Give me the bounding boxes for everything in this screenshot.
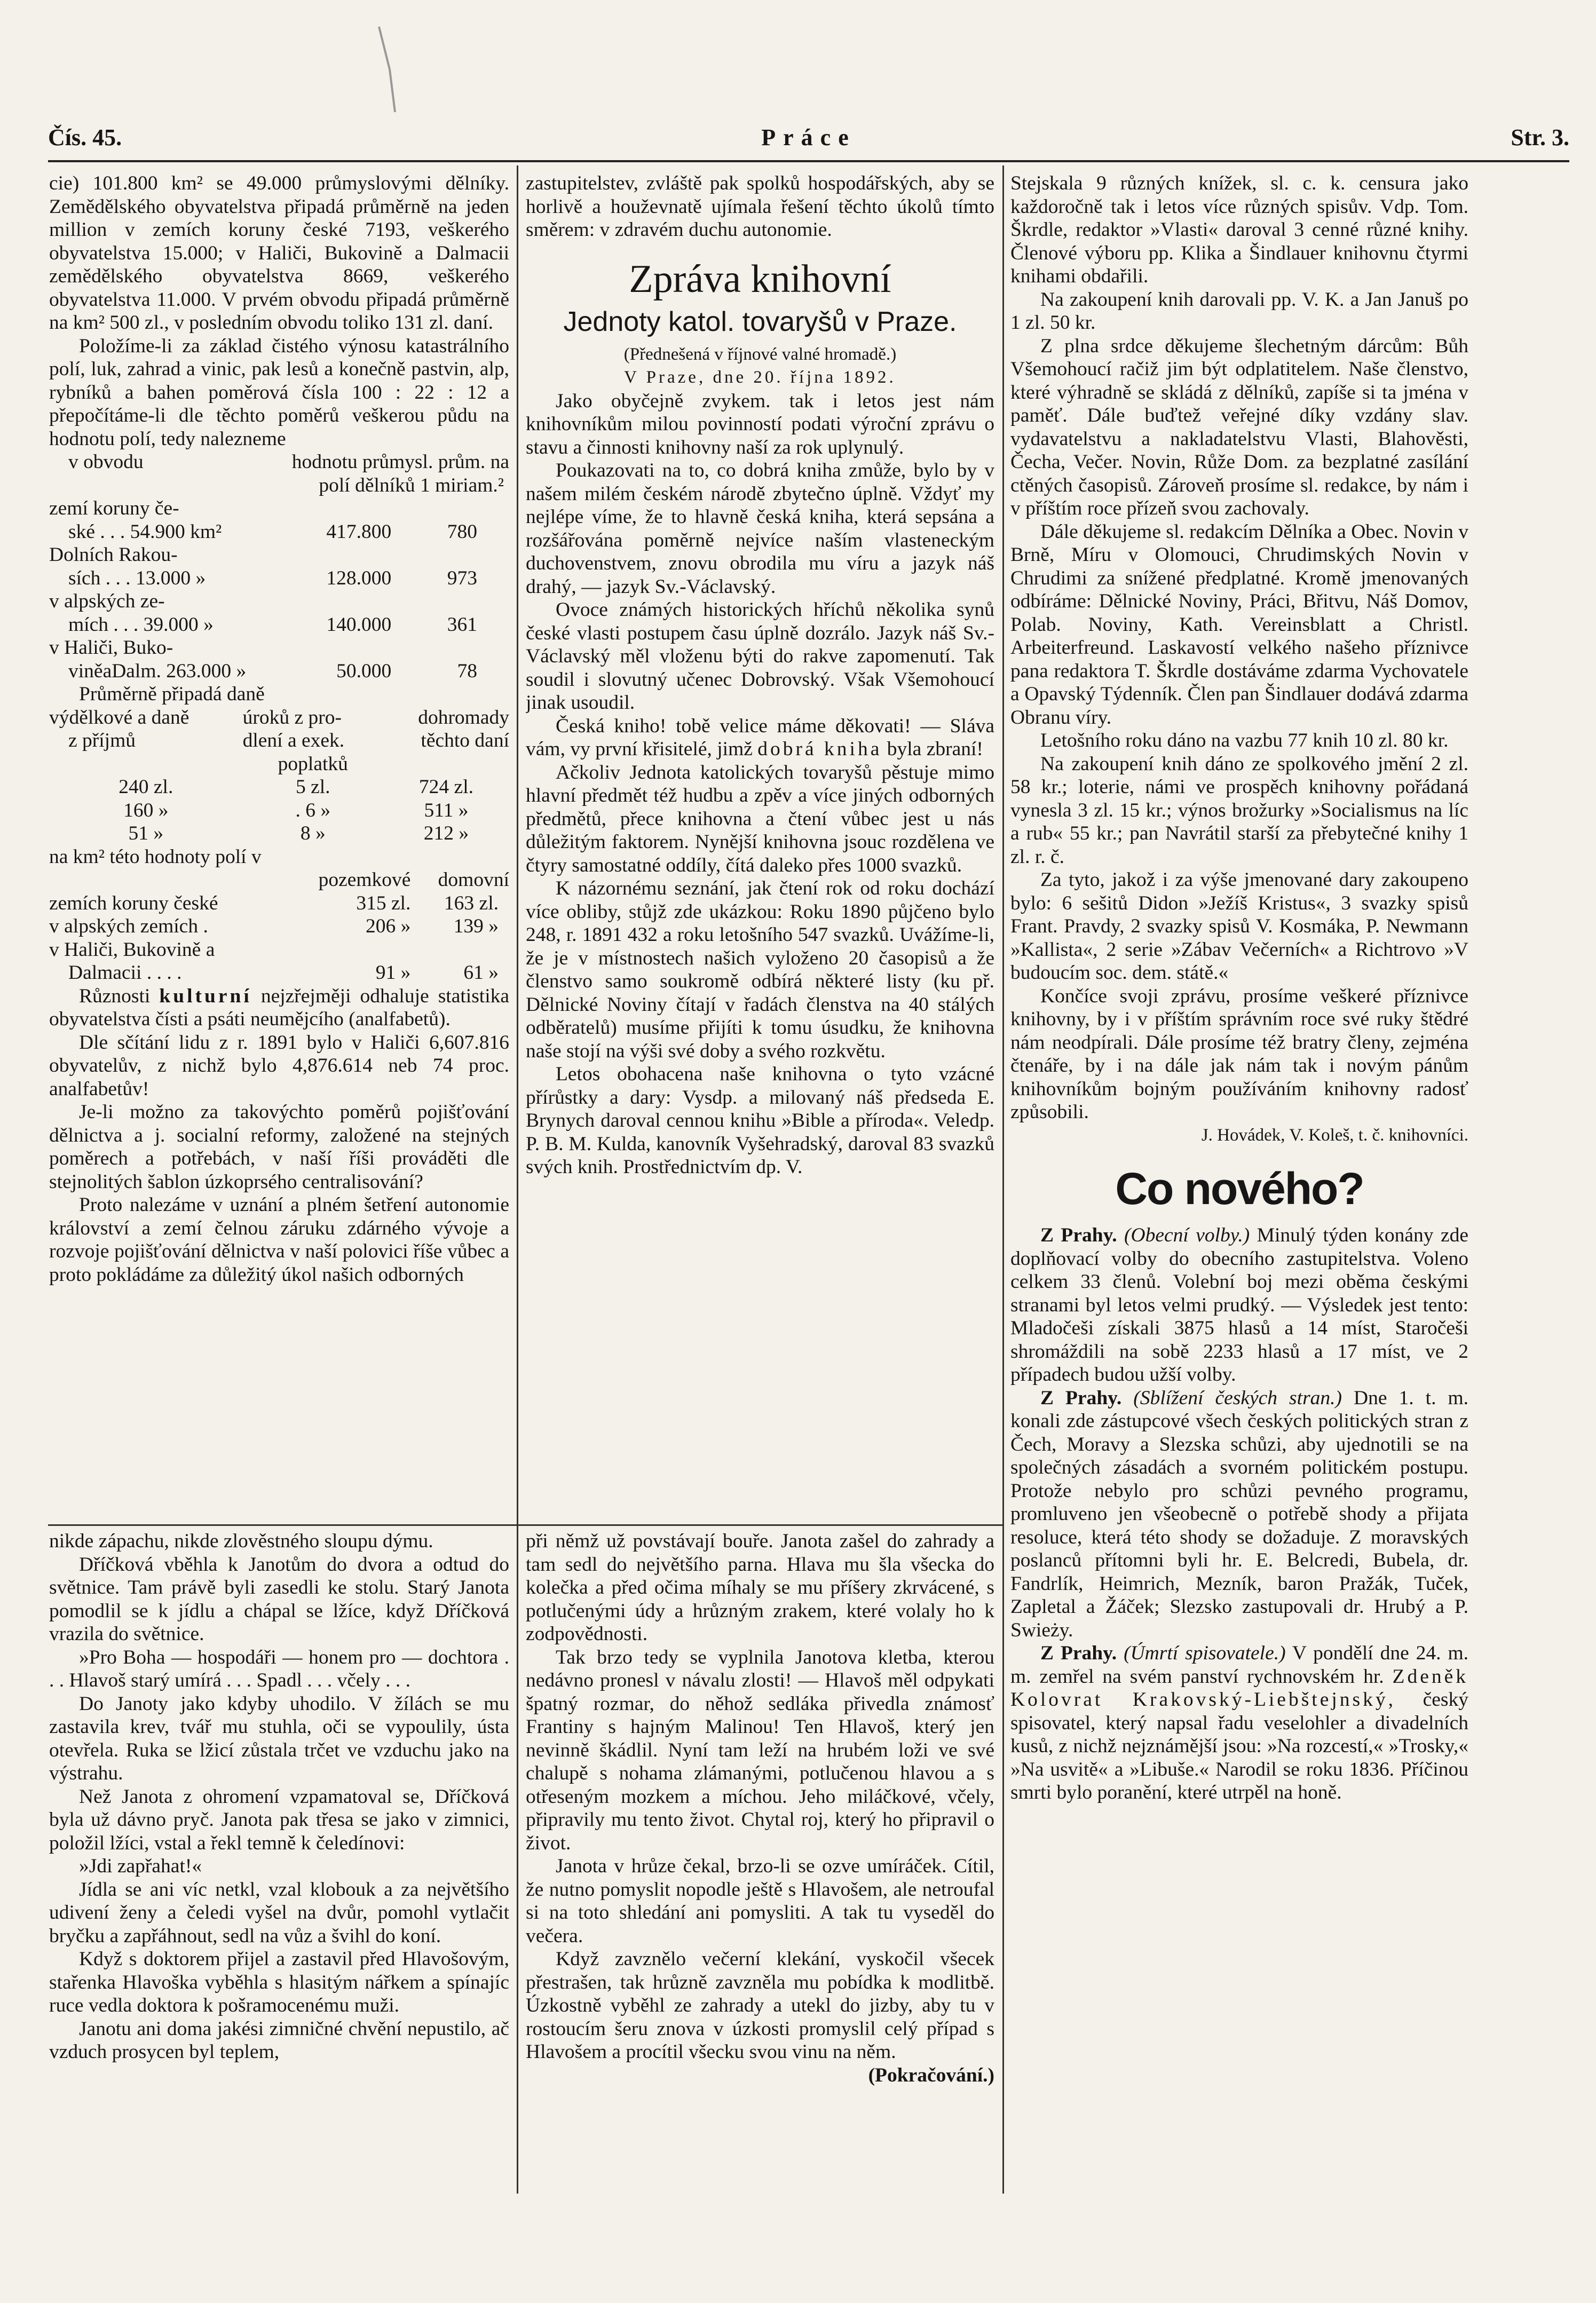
paragraph: cie) 101.800 km² se 49.000 průmyslovými dělníky. Zemědělského obyvatelstva připadá průměrně na jeden million v zemích koruny české 7193, veškerého obyvatelstva 15.000; v Haliči, Bukovině a Dalmacii zemědělského obyvatelstva 8669, veškerého obyvatelstva 11.000. V prvém obvodu připadá průměrně na km² 500 zl., v posledním obvodu toliko 131 zl. daní.	[49, 172, 509, 334]
table-cell: 206 »	[366, 915, 411, 937]
paragraph: Poukazovati na to, co dobrá kniha zmůže, bylo by v našem milém českém národě zbytečno úplně. Vždyť my nejlépe víme, že to hlavně česká kniha, která sepsána a rozšářována poměrně nejvíce naším vlasteneckým duchovenstvem, znovu obrodila mu víru a jazyk náš drahý, — jazyk Sv.-Václavský.	[526, 460, 994, 598]
table-cell: . 6 »	[295, 799, 331, 821]
paragraph: Ovoce známých historických hříchů několika synů české vlasti postupem času úplně dozrálo. Jazyk náš Sv.-Václavský měl vloženu býti do rakve zapomenutí. Tak soudil i slovutný učenec Dobrovský. Však Všemohoucí jinak usoudil.	[526, 599, 994, 714]
paragraph: Dále děkujeme sl. redakcím Dělníka a Obec. Novin v Brně, Míru v Olomouci, Chrudimských Novin v Chrudimi za snížené předplatné. Kromě jmenovaných odbíráme: Dělnické Noviny, Práci, Břitvu, Náš Domov, Polab. Noviny, Kath. Vereinsblatt a Christl. Arbeiterfreund. Laskavostí velkého našeho příznivce pana redaktora T. Škrdle dostáváme zdarma Vychovatele a Opavský Týdenník. Člen pan Šindlauer dodává zdarma Obranu víry.	[1010, 520, 1468, 729]
paragraph: Když s doktorem přijel a zastavil před Hlavošovým, stařenka Hlavoška vyběhla s hlasitým nářkem a spínajíc ruce vedla doktora k pošramocenému muži.	[49, 1948, 509, 2016]
news-place: Z Prahy.	[1040, 1387, 1122, 1409]
table-header: domovní	[438, 869, 509, 891]
table-row-label: zemí koruny če-	[49, 497, 179, 519]
table-title: Průměrně připadá daně	[79, 683, 265, 705]
table-cell: 140.000	[326, 613, 392, 636]
spaced-word: dobrá kniha	[757, 738, 882, 760]
paragraph	[49, 985, 509, 1031]
table-header: v obvodu	[68, 451, 144, 473]
table-row-label: Dolních Rakou-	[49, 544, 178, 566]
table-cell: 361	[447, 613, 477, 636]
page-number: Str. 3.	[1511, 124, 1569, 151]
table-cell	[410, 938, 509, 962]
table-cell: 212 »	[423, 822, 469, 844]
table-header: hodnotu průmysl. prům. na	[291, 451, 509, 473]
table-cell: 91 »	[375, 962, 411, 984]
table-header: úroků z pro-	[242, 706, 342, 729]
table-header: dohromady	[418, 706, 509, 729]
text-run: Různosti	[79, 985, 151, 1007]
paragraph: Než Janota z ohromení vzpamatoval se, Dříčková byla už dávno pryč. Janota pak třesa se jako v zimnici, položil lžíci, vstal a řekl temně k čeledínovi:	[49, 1785, 509, 1854]
article-note: (Přednešená v říjnové valné hromadě.)	[623, 344, 897, 364]
paragraph: Položíme-li za základ čistého výnosu katastrálního polí, luk, zahrad a vinic, pak lesů a konečně pastvin, alp, rybníků a bahen poměrová čísla 100 : 22 : 12 a přepočítáme-li dle těchto poměrů veškerou půdu na hodnotu polí, tedy nalezneme	[49, 335, 509, 450]
table-cell: 78	[457, 660, 477, 682]
section-heading: Co nového?	[1115, 1164, 1364, 1214]
table-header: výdělkové a daně	[49, 706, 189, 729]
paragraph: Dle sčítání lidu z r. 1891 bylo v Haliči 6,607.816 obyvatelův, z nichž bylo 4,876.614 neb 74 proc. analfabetův!	[49, 1031, 509, 1100]
spaced-name: Zdeněk Kolovrat Krakovský-Liebštejnský,	[1010, 1665, 1468, 1711]
table-row-label: v alpských zemích .	[49, 915, 208, 937]
table-cell: 8 »	[300, 822, 326, 844]
article-date: V Praze, dne 20. října 1892.	[624, 368, 896, 387]
news-text: V pondělí dne 24. m. m. zemřel na svém panství rychnovském hr.	[1010, 1642, 1468, 1688]
header-rule	[48, 160, 1569, 162]
page-header	[48, 124, 1569, 152]
table-cell: mích . . . 39.000 »	[68, 613, 214, 636]
feuilleton-column-1	[49, 1530, 509, 2197]
table-cell: 240 zl.	[118, 776, 173, 798]
paragraph: Letos obohacena naše knihovna o tyto vzácné přírůstky a dary: Vysdp. a milovaný náš předseda E. Brynych daroval cennou knihu »Bible a příroda«. Veledp. P. B. M. Kulda, kanovník Vyšehradský, daroval 83 svazků svých knih. Prostřednictvím dp. V.	[526, 1063, 994, 1178]
table-cell: ské . . . 54.900 km²	[68, 520, 222, 543]
table-cell: 160 »	[123, 799, 169, 821]
paragraph: při němž už povstávají bouře. Janota zašel do zahrady a tam sedl do největšího parna. Hlava mu šla všecka do kolečka a před očima míhaly se mu příšery zkrvácené, s potlučenými údy a hrůzným zrakem, které volaly ho k zodpovědnosti.	[526, 1530, 994, 1645]
table-row-label: Dalmacii . . . .	[68, 962, 182, 984]
column-divider	[1002, 165, 1004, 2194]
table-taxes	[49, 706, 509, 845]
paragraph: Za tyto, jakož i za výše jmenované dary zakoupeno bylo: 6 sešitů Didon »Ježíš Kristus«, 3 svazky spisů Frant. Pravdy, 2 svazky spisů V. Kosmáka, P. Newmann »Kallista«, 2 serie »Zábav Večerních« a Richtrovo »V budoucím soc. dem. státě.«	[1010, 869, 1468, 984]
table-header: dlení a exek.	[242, 730, 345, 751]
news-text: Minulý týden konány zde doplňovací volby do obecního zastupitelstva. Voleno celkem 33 členů. Volební boj mezi oběma českými stranami byl letos velmi prudký. — Výsledek jest tento: Mladočeši získali 3875 hlasů a 14 míst, Staročeši shromáždili na sobě 2233 hlasů a 17 míst, ve 2 případech budou užší volby.	[1010, 1224, 1468, 1386]
table-cell: 315 zl.	[356, 892, 411, 914]
news-place: Z Prahy.	[1040, 1642, 1117, 1664]
paragraph: Na zakoupení knih dáno ze spolkového jmění 2 zl. 58 kr.; loterie, námi ve prospěch knihovny pořádaná vynesla 3 zl. 15 kr.; výnos brožurky »Socialismus na líc a rub« 55 kr.; pan Navrátil starší za přebytečné knihy 1 zl. r. č.	[1010, 753, 1468, 868]
continuation-note: (Pokračování.)	[868, 2064, 994, 2086]
spaced-word: kulturní	[159, 985, 252, 1007]
paragraph: »Pro Boha — hospodáři — honem pro — dochtora . . . Hlavoš starý umírá . . . Spadl . . . včely . . .	[49, 1646, 509, 1691]
paragraph: K názornému seznání, jak čtení rok od roku dochází více obliby, stůjž zde ukázkou: Roku 1890 půjčeno bylo 248, r. 1891 432 a roku letošního 547 svazků. Uvážíme-li, že je v místnostech našich vyloženo 20 časopisů a že členstvo samo soukromě odbírá některé listy (ku př. Dělnické Noviny čítají v řadách členstva na 40 stálých odběratelů) musíme přijíti k tomu úsudku, že knihovna naše stojí na výši své doby a svého rozkvětu.	[526, 877, 994, 1062]
table-cell: sích . . . 13.000 »	[68, 567, 206, 589]
news-item	[1010, 1642, 1468, 1805]
news-item	[1010, 1387, 1468, 1642]
paragraph: Jídla se ani víc netkl, vzal klobouk a za největšího udivení ženy a čeledi vyšel na dvůr, pomohl vytlačit bryčku a zapřáhnout, sedl na vůz a švihl do koní.	[49, 1878, 509, 1947]
paragraph: Jako obyčejně zvykem. tak i letos jest nám knihovníkům milou povinností podati výroční zprávu o stavu a činnosti knihovny naší za rok uplynulý.	[526, 390, 994, 458]
paragraph: Letošního roku dáno na vazbu 77 knih 10 zl. 80 kr.	[1040, 730, 1449, 751]
table-cell: 61 »	[463, 962, 499, 984]
paragraph: Do Janoty jako kdyby uhodilo. V žílách se mu zastavila krev, tvář mu stuhla, oči se vypoulily, ústa otevřela. Ruka se lžicí zůstala trčet ve vzduchu jako na výstrahu.	[49, 1692, 509, 1784]
paragraph: Z plna srdce děkujeme šlechetným dárcům: Bůh Všemohoucí račiž jim být odplatitelem. Naše členstvo, které výhradně se skládá z dělníků, zapíše si ta jména v paměť. Dále buďtež veřejné díky vzdány slav. vydavatelstvu a nakladatelstvu Vlasti, Blahověsti, Čecha, Večer. Novin, Růže Dom. za bezplatné zasílání ctěných časopisů. Zároveň prosíme sl. redakce, by nám i v příštím roce přízeň svou zachovaly.	[1010, 335, 1468, 519]
table-header: poplatků	[278, 753, 348, 775]
text-run: nejzřejměji odhaluje statistika obyvatelstva čísti a psáti neumějcího (analfabetů).	[49, 985, 509, 1030]
table-cell: 511 »	[424, 799, 469, 821]
paragraph: »Jdi zapřahat!«	[79, 1855, 202, 1877]
news-topic: (Úmrtí spisovatele.)	[1124, 1642, 1286, 1664]
pencil-mark	[374, 21, 406, 117]
paragraph: zastupitelstev, zvláště pak spolků hospodářských, aby se horlivě a houževnatě ujímala řešení těchto úkolů tímto směrem: v zdravém duchu autonomie.	[526, 172, 994, 241]
signature: J. Hovádek, V. Koleš, t. č. knihovníci.	[1201, 1125, 1468, 1145]
paragraph: Janota v hrůze čekal, brzo-li se ozve umíráček. Cítil, že nutno pomyslit nopodle ještě s Hlavošem, ale netroufal si na toto shledání ani pomysliti. A tak tu vyseděl do večera.	[526, 1855, 994, 1947]
table-header: polí dělníků 1 miriam.²	[319, 474, 504, 496]
paragraph: Končíce svoji zprávu, prosíme veškeré příznivce knihovny, by i v příštím správním roce své ruky štědré nám neodpírali. Dále prosíme též bratry členy, zejména čtenáře, by i na dále jak nám tak i novým pánům knihovníkům bojným používáním knihovny radosť způsobili.	[1010, 985, 1468, 1123]
article-subheading: Jednoty katol. tovaryšů v Praze.	[563, 306, 957, 337]
table-cell: 973	[447, 567, 477, 589]
table-row-label: v Haliči, Buko-	[49, 637, 173, 659]
table-cell: 5 zl.	[295, 776, 330, 798]
table-cell: viněaDalm. 263.000 »	[68, 660, 247, 682]
news-place: Z Prahy.	[1040, 1224, 1117, 1246]
table-title: na km² této hodnoty polí v	[49, 845, 262, 868]
paragraph: Janotu ani doma jakési zimničné chvění nepustilo, ač vzduch prosycen byl teplem,	[49, 2017, 509, 2063]
paragraph: Na zakoupení knih darovali pp. V. K. a Jan Januš po 1 zl. 50 kr.	[1010, 288, 1468, 334]
column-1	[49, 172, 509, 1517]
paragraph	[526, 715, 994, 761]
issue-number: Čís. 45.	[48, 124, 122, 151]
table-row-label: v Haliči, Bukovině a	[49, 938, 215, 961]
paragraph: nikde zápachu, nikde zlověstného sloupu dýmu.	[49, 1530, 433, 1552]
table-cell: 163 zl.	[444, 892, 499, 914]
table-cell: 724 zl.	[418, 776, 473, 798]
column-3	[1010, 172, 1468, 2195]
column-divider	[517, 165, 518, 2194]
table-row-label: zemích koruny české	[49, 892, 218, 914]
news-item	[1010, 1224, 1468, 1387]
paragraph: Je-li možno za takovýchto poměrů pojišťování dělnictva a j. socialní reformy, založené na stejných poměrech a potřebách, v naší říši prováděti dle stejnolitých šablon úzkoprsého centralisování?	[49, 1101, 509, 1193]
news-topic: (Sblížení českých stran.)	[1133, 1387, 1342, 1409]
table-cell: 780	[447, 520, 477, 543]
paragraph: Tak brzo tedy se vyplnila Janotova kletba, kterou nedávno pronesl v návalu zlosti! — Hlavoš měl odpykati špatný rozmar, do něhož sedláka přivedla známosť Frantiny s hajným Malinou! Ten Hlavoš, který jen nevinně škádlil. Nyní tam leží na hrubém loži ve své chalupě s nohama zlámanými, potlučenou hlavou a s otřeseným mozkem a míchou. Jeho miláčkové, včely, připravily mu tento život. Chytal roj, který ho připravil o život.	[526, 1646, 994, 1854]
feuilleton-rule	[48, 1524, 1002, 1526]
table-cell: 139 »	[453, 915, 499, 937]
table-land-value	[49, 450, 509, 683]
table-land-tax	[49, 868, 509, 985]
table-header: pozemkové	[318, 869, 411, 891]
news-text: český spisovatel, který napsal řadu veselohler a divadelních kusů, z nichž nejznámější jsou: »Na rozcestí,« »Trosky,« »Na usvitě« a »Libuše.« Narodil se roku 1836. Příčinou smrti bylo poranění, které utrpěl na honě.	[1010, 1689, 1468, 1803]
column-2	[526, 172, 994, 1517]
newspaper-title: Práce	[761, 124, 856, 151]
paragraph: Stejskala 9 různých knížek, sl. c. k. censura jako každoročně tak i letos více různých spisův. Vdp. Tom. Škrdle, redaktor »Vlasti« daroval 3 cenné různé knihy. Členové výboru pp. Klika a Šindlauer knihovnu čtyrmi knihami obdařili.	[1010, 172, 1468, 287]
news-topic: (Obecní volby.)	[1124, 1224, 1250, 1246]
table-cell: 50.000	[336, 660, 392, 682]
article-heading: Zpráva knihovní	[629, 257, 891, 301]
feuilleton-column-2	[526, 1530, 994, 2197]
news-text: Dne 1. t. m. konali zde zástupcové všech českých politických stran z Čech, Moravy a Slezska schůzi, aby ujednotili se na společných zásadách a svorném politickém postupu. Protože nebylo pro schůzi pevného programu, promluveno jen všeobecně o potřebě shody a přijata resoluce, která této shody se dožaduje. Z moravských poslanců přítomni byli hr. E. Belcredi, Bubela, dr. Fandrlík, Heimrich, Mezník, baron Pražák, Tuček, Zapletal a Žáček; Slezsko zastupovali dr. Hrubý a P. Swieży.	[1010, 1387, 1468, 1641]
text-run: Česká kniho! tobě velice máme děkovati! — Sláva vám, vy první křisitelé, jimž	[526, 715, 994, 760]
paragraph: Dříčková vběhla k Janotům do dvora a odtud do světnice. Tam právě byli zasedli ke stolu. Starý Janota pomodlil se k jídlu a chápal se lžíce, když Dříčková vrazila do světnice.	[49, 1553, 509, 1645]
table-header: z příjmů	[68, 730, 136, 751]
table-cell: 128.000	[326, 567, 392, 589]
table-cell: 417.800	[326, 520, 392, 543]
table-header: těchto daní	[421, 730, 509, 751]
table-cell	[283, 938, 410, 962]
paragraph: Proto nalezáme v uznání a plném šetření autonomie království a zemí čelnou záruku zdárného vývoje a rozvoje pojišťování dělnictva v naší polovici říše vůbec a proto pokládáme za důležitý úkol našich odborných	[49, 1194, 509, 1286]
paragraph: Když zavznělo večerní klekání, vyskočil všecek přestrašen, tak hrůzně zavzněla mu pobídka k modlitbě. Úzkostně vyběhl ze zahrady a utekl do jizby, aby tu v rostoucím šeru znova v úzkosti promyslil celý případ s Hlavošem a procítil všecku svou vinu na něm.	[526, 1948, 994, 2063]
text-run: byla zbraní!	[887, 738, 983, 760]
table-row-label: v alpských ze-	[49, 590, 165, 612]
table-cell: 51 »	[128, 822, 164, 844]
paragraph: Ačkoliv Jednota katolických tovaryšů pěstuje mimo hlavní předmět též hudbu a zpěv a více jiných odborných předmětů, přece knihovna a čtení vůbec jest u nás důležitým faktorem. Nynější knihovna jsouc rozdělena ve čtyry samostatné oddíly, čítá daleko přes 1000 svazků.	[526, 761, 994, 876]
